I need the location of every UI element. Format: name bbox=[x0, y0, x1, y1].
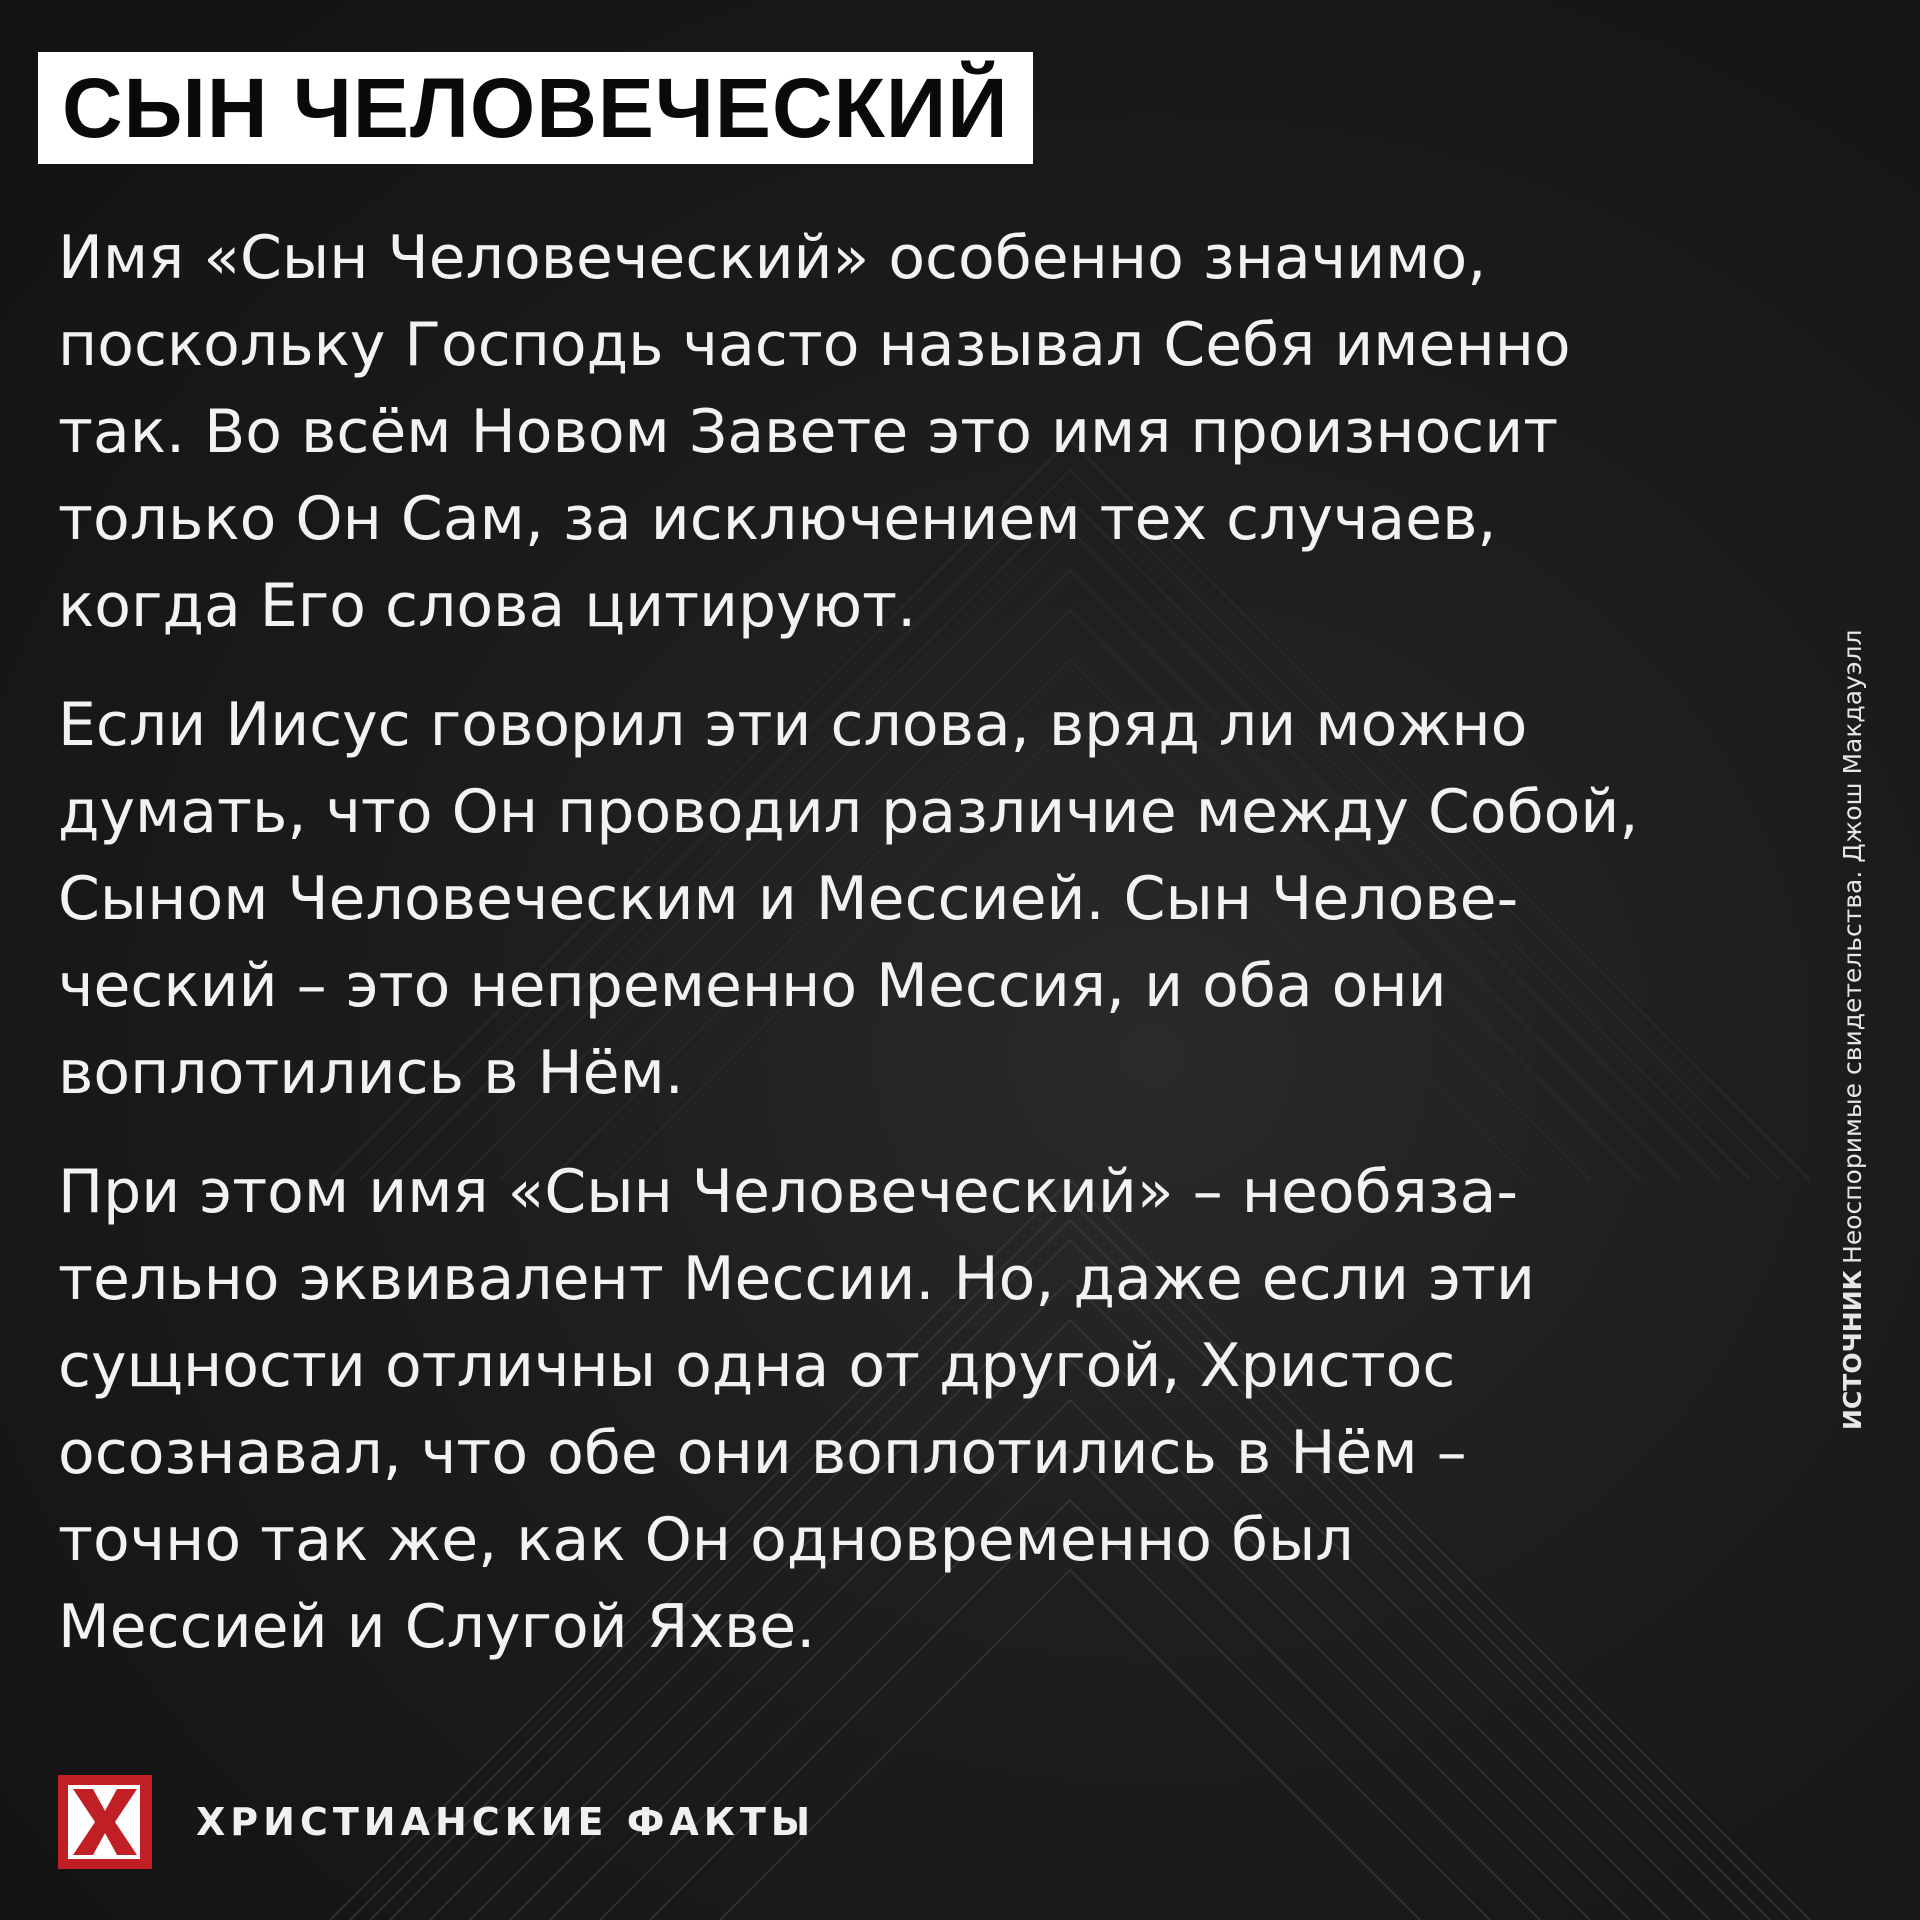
brand bbox=[58, 1775, 815, 1869]
x-logo-icon bbox=[58, 1775, 152, 1869]
brand-name: ХРИСТИАНСКИЕ ФАКТЫ bbox=[196, 1800, 816, 1844]
paragraph-3: При этом имя «Сын Человеческий» – необяза- тельно эквивалент Мессии. Но, даже если эти сущности отличны одна от другой, Христос осознавал, что обе они воплотились в Нём – точно так же, как Он одновременно был Мессией и Слугой Яхве. bbox=[58, 1157, 1536, 1662]
body-text bbox=[58, 215, 1798, 1703]
x-logo-glyph bbox=[69, 1785, 141, 1859]
paragraph-1: Имя «Сын Человеческий» особенно значимо, поскольку Господь часто называл Себя именно так. Во всём Новом Завете это имя произносит только Он Сам, за исключением тех случаев, когда Его слова цитируют. bbox=[58, 223, 1571, 641]
source-text: Неоспоримые свидетельства. Джош Макдауэлл bbox=[1838, 629, 1867, 1264]
source-label: ИСТОЧНИК bbox=[1838, 1269, 1867, 1430]
source-credit bbox=[1838, 629, 1867, 1430]
title-box bbox=[38, 52, 1033, 164]
page-title: СЫН ЧЕЛОВЕЧЕСКИЙ bbox=[62, 61, 1009, 155]
paragraph-2: Если Иисус говорил эти слова, вряд ли можно думать, что Он проводил различие между Собой, Сыном Человеческим и Мессией. Сын Челове- ческий – это непременно Мессия, и оба они воплотились в Нём. bbox=[58, 690, 1639, 1108]
